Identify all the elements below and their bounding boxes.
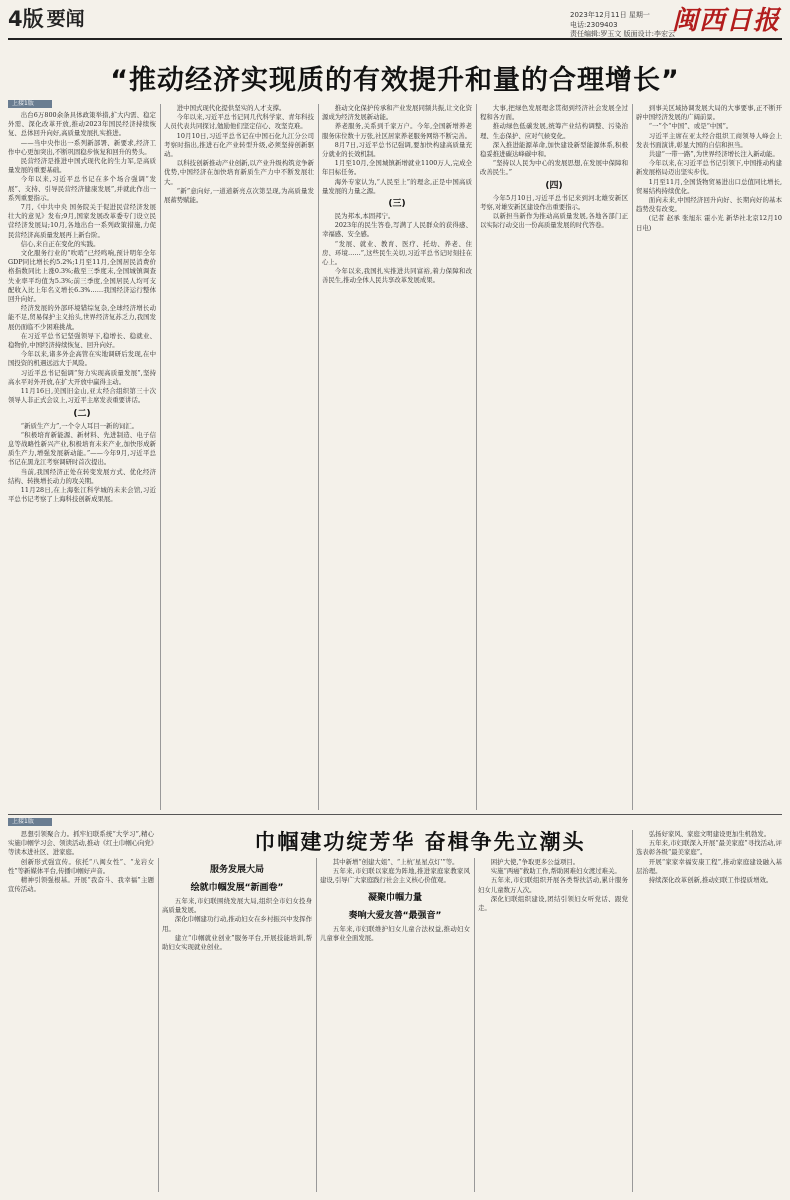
paragraph: 开展“家家幸福安康工程”,推动家庭建设融入基层治理。 xyxy=(636,857,782,875)
paragraph: 共建“一带一路”,为世界经济增长注入新动能。 xyxy=(648,150,779,159)
paragraph: 7月,《中共中央 国务院关于促进民营经济发展壮大的意见》发布;9月,国家发展改革委专门设立民营经济发展局;10月,各地出台一系列政策措施,力促民营经济高质量发展再上新台阶。 xyxy=(8,203,156,239)
paragraph: 推动绿色低碳发展,统筹产业结构调整、污染治理、生态保护、应对气候变化。 xyxy=(480,122,628,140)
paragraph: 文化服务行业的“吹哨”已经鸣响,预计明年全年GDP同比增长约5.2%;1月至11月,全国居民消费价格指数同比上涨0.3%;截至三季度末,全国城镇调查失业率平均值为5.3%;前三季度,全国居民人均可支配收入比上年名义增长6.3%……我国经济运行整体回升向好。 xyxy=(8,249,156,304)
paragraph: 民营经济是推进中国式现代化的生力军,是高质量发展的重要基础。 xyxy=(8,157,156,175)
paragraph: 思想引领聚合力。抓牢妇联系统“大学习”,精心实施巾帼学习会、领读活动,推动《红土巾帼心向党》等读本进社区、进家庭。 xyxy=(8,830,154,857)
article2-subhead-unite-2: 奏响大爱友善“最强音” xyxy=(348,910,442,921)
paragraph: 信心,来自正在变化的实践。 xyxy=(20,239,100,248)
column-divider xyxy=(632,104,633,810)
page-section-label: 要闻 xyxy=(46,8,85,30)
paragraph: 今年以来,我国扎实推进共同富裕,着力保障和改善民生,推动全体人民共享改革发展成果。 xyxy=(322,267,472,285)
issue-date: 2023年12月11日 星期一 xyxy=(570,11,650,19)
paragraph: “坚持以人民为中心的发展思想,在发展中保障和改善民生。” xyxy=(480,159,628,177)
column-divider xyxy=(160,104,161,810)
paragraph: 经济发展的外部环境错综复杂,全球经济增长动能不足,贸易保护主义抬头,世界经济复苏乏力,我国发展仍面临不少困难挑战。 xyxy=(8,304,156,331)
article1-column-3 xyxy=(322,104,472,810)
paragraph: 五年来,市妇联维护妇女儿童合法权益,推动妇女儿童事业全面发展。 xyxy=(320,924,470,942)
paragraph: 五年来,市妇联以家庭为阵地,推进家庭家教家风建设,引导广大家庭践行社会主义核心价值观。 xyxy=(320,867,470,885)
article2-column-1 xyxy=(8,830,154,1192)
phone-line: 电话:2309403 xyxy=(570,20,618,29)
column-divider xyxy=(316,858,317,1192)
column-divider xyxy=(476,104,477,810)
paragraph: 出台6万800余条具体政策举措,扩大内需、稳定外需、深化改革开放,推动2023年国民经济持续恢复、总体回升向好,高质量发展扎实推进。 xyxy=(8,111,156,138)
section-number-4: (四) xyxy=(545,180,563,191)
article2-column-5 xyxy=(636,830,782,1192)
paragraph: 深入推进能源革命,加快建设新型能源体系,积极稳妥推进碳达峰碳中和。 xyxy=(480,140,628,159)
paragraph: (记者 赵承 张旭东 霍小光 新华社北京12月10日电) xyxy=(636,214,782,232)
paragraph: 10月10日,习近平总书记在中国石化九江分公司考察时指出,推进石化产业转型升级,必须坚持创新驱动。 xyxy=(164,131,314,159)
paragraph: 创新形式强宣传。依托“八闽女性”、“龙岩女性”等新媒体平台,传播巾帼好声音。 xyxy=(8,857,154,875)
paragraph: 推动文化保护传承和产业发展同频共振,让文化资源成为经济发展新动能。 xyxy=(322,104,472,122)
article2-column-3 xyxy=(320,858,470,1192)
editor-line: 责任编辑:罗玉文 版面设计:李宏云 xyxy=(570,30,675,38)
article1-column-5 xyxy=(636,104,782,810)
paragraph: 当前,我国经济正处在转变发展方式、优化经济结构、转换增长动力的攻关期。 xyxy=(8,467,156,485)
paragraph: 8月7日,习近平总书记强调,要加快构建高质量充分就业的长效机制。 xyxy=(322,140,472,159)
paragraph: 进中国式现代化提供坚实的人才支撑。 xyxy=(176,104,286,112)
paragraph: 今年以来,习近平总书记在多个场合强调“发展”、支持、引导民营经济健康发展”,并就此作出一系列重要指示。 xyxy=(8,175,156,202)
paragraph: 精神引领强根基。开展“我奋斗、我幸福”主题宣传活动。 xyxy=(8,876,154,894)
paragraph: 建立“巾帼就业创业”服务平台,开展技能培训,帮助妇女实现就业创业。 xyxy=(162,933,312,952)
article2-subhead-service: 服务发展大局 xyxy=(209,865,264,875)
section-number-2: (二) xyxy=(73,408,91,419)
article2-column-4 xyxy=(478,858,628,1192)
paragraph: 养老服务,关系到千家万户。今年,全国新增养老服务床位数十万张,社区居家养老服务网络不断完善。 xyxy=(322,122,472,140)
paragraph: 实施“两癌”救助工作,帮助困难妇女渡过难关。 xyxy=(490,867,621,876)
paragraph: “新质生产力”,一个令人耳目一新的词汇。 xyxy=(20,421,139,430)
paragraph: 深化巾帼建功行动,推动妇女在乡村振兴中发挥作用。 xyxy=(162,915,312,933)
page-header-left xyxy=(8,6,85,32)
paragraph: 习近平总书记强调“努力实现高质量发展”,坚持高水平对外开放,在扩大开放中赢得主动。 xyxy=(8,368,156,386)
page-number: 4版 xyxy=(8,7,44,31)
masthead-rule xyxy=(8,38,782,40)
paragraph: 困护大使,”争取更多公益项目。 xyxy=(490,858,580,866)
paragraph: 五年来,市妇联组织开展各类帮扶活动,累计服务妇女儿童数万人次。 xyxy=(478,876,628,894)
paragraph: 海外专家认为,“人民至上”的理念,正是中国高质量发展的力量之源。 xyxy=(322,177,472,195)
paragraph: 深化妇联组织建设,团结引领妇女听党话、跟党走。 xyxy=(478,894,628,913)
paragraph: 11月28日,在上海张江科学城的未来会馆,习近平总书记考察了上海科技创新成果展。 xyxy=(8,485,156,504)
column-divider xyxy=(318,104,319,810)
article1-column-4 xyxy=(480,104,628,810)
section-number-3: (三) xyxy=(388,199,406,210)
paragraph: 11月16日,美国旧金山,亚太经合组织第三十次领导人非正式会议上,习近平主席发表重要讲话。 xyxy=(8,387,156,405)
paragraph: 今年以来,习近平总书记同几代科学家、青年科技人员代表共同探讨,勉励他们坚定信心、攻坚克难。 xyxy=(164,113,314,131)
paragraph: 以科技创新推动产业创新,以产业升级构筑竞争新优势,中国经济在加快培育新质生产力中不断发展壮大。 xyxy=(164,159,314,186)
paragraph: “新”意向好,一道道新亮点次第呈现,为高质量发展蓄势赋能。 xyxy=(164,186,314,205)
column-divider xyxy=(632,830,633,1192)
article1-headline: “推动经济实现质的有效提升和量的合理增长” xyxy=(110,65,680,96)
article2-column-2 xyxy=(162,858,312,1192)
article2-subhead-service-2: 绘就巾帼发展“新画卷” xyxy=(190,883,284,893)
paragraph: 五年来,市妇联围绕发展大局,组织全市妇女投身高质量发展。 xyxy=(162,897,312,915)
paragraph: 今年5月10日,习近平总书记来到河北雄安新区考察,对雄安新区建设作出重要指示。 xyxy=(480,193,628,211)
masthead xyxy=(8,6,782,40)
article-separator xyxy=(8,814,782,815)
masthead-info xyxy=(570,11,675,40)
paragraph: 在习近平总书记坚强领导下,稳增长、稳就业、稳物价,中国经济持续恢复、回升向好。 xyxy=(8,331,156,350)
article1-continued-tag: 上接1版 xyxy=(8,100,52,108)
article1-column-1 xyxy=(8,111,156,811)
paragraph: “一”个“中国”、或是“中国”。 xyxy=(648,122,733,131)
article2-subhead-unite: 凝聚巾帼力量 xyxy=(367,892,422,903)
paragraph: 1月至10月,全国城镇新增就业1100万人,完成全年目标任务。 xyxy=(322,159,472,177)
paragraph: 民为邦本,本固邦宁。 xyxy=(334,212,395,221)
article1-column-2 xyxy=(164,104,314,810)
paragraph: 面向未来,中国经济回升向好、长期向好的基本趋势没有改变。 xyxy=(636,196,782,214)
column-divider xyxy=(474,858,475,1192)
paragraph: 2023年的民生答卷,写满了人民群众的获得感、幸福感、安全感。 xyxy=(322,221,472,239)
paragraph: ——当中央作出一系列新部署、新要求,经济工作中心更加突出,不断巩固稳步恢复和回升的势头。 xyxy=(8,138,156,156)
paragraph: 其中新增“创建大姐”、“上杭‘星星点灯’”等。 xyxy=(332,858,459,866)
paragraph: 习近平主席在亚太经合组织工商领导人峰会上发表书面演讲,彰显大国的自信和担当。 xyxy=(636,131,782,149)
paragraph: 今年以来,在习近平总书记引领下,中国推动构建新发展格局迈出坚实步伐。 xyxy=(636,159,782,177)
paragraph: 到事关区域协调发展大局的大事要事,正不断开辟中国经济发展的广阔前景。 xyxy=(636,104,782,122)
paragraph: 以新担当新作为推动高质量发展,各地各部门正以实际行动交出一份高质量发展的时代答卷。 xyxy=(480,212,628,230)
paragraph: 弘扬好家风、家庭文明建设更加生机勃发。 xyxy=(648,830,771,838)
paragraph: 五年来,市妇联深入开展“最美家庭”寻找活动,评选表彰各级“最美家庭”。 xyxy=(636,839,782,857)
column-divider xyxy=(158,858,159,1192)
paragraph: “积极培育新能源、新材料、先进制造、电子信息等战略性新兴产业,积极培育未来产业,加快形成新质生产力,增强发展新动能。”——今年9月,习近平总书记在黑龙江考察调研时首次提出。 xyxy=(8,430,156,467)
paragraph: 今年以来,诸多外企高管在实地调研后发现,在中国投资的机遇远远大于风险。 xyxy=(8,350,156,368)
article2-headline: 巾帼建功绽芳华 奋楫争先立潮头 xyxy=(254,830,586,854)
paragraph: “发展、就业、教育、医疗、托幼、养老、住房、环境……”,这些民生关切,习近平总书记时刻挂在心上。 xyxy=(322,239,472,267)
article2-continued-tag: 上接1版 xyxy=(8,818,52,826)
paragraph: 大事,把绿色发展理念贯彻到经济社会发展全过程和各方面。 xyxy=(480,104,628,122)
paragraph: 1月至11月,全国货物贸易进出口总值同比增长,贸易结构持续优化。 xyxy=(636,177,782,195)
newspaper-logo: 闽西日报 xyxy=(671,6,780,36)
paragraph: 持续深化改革创新,推动妇联工作提质增效。 xyxy=(648,876,773,885)
